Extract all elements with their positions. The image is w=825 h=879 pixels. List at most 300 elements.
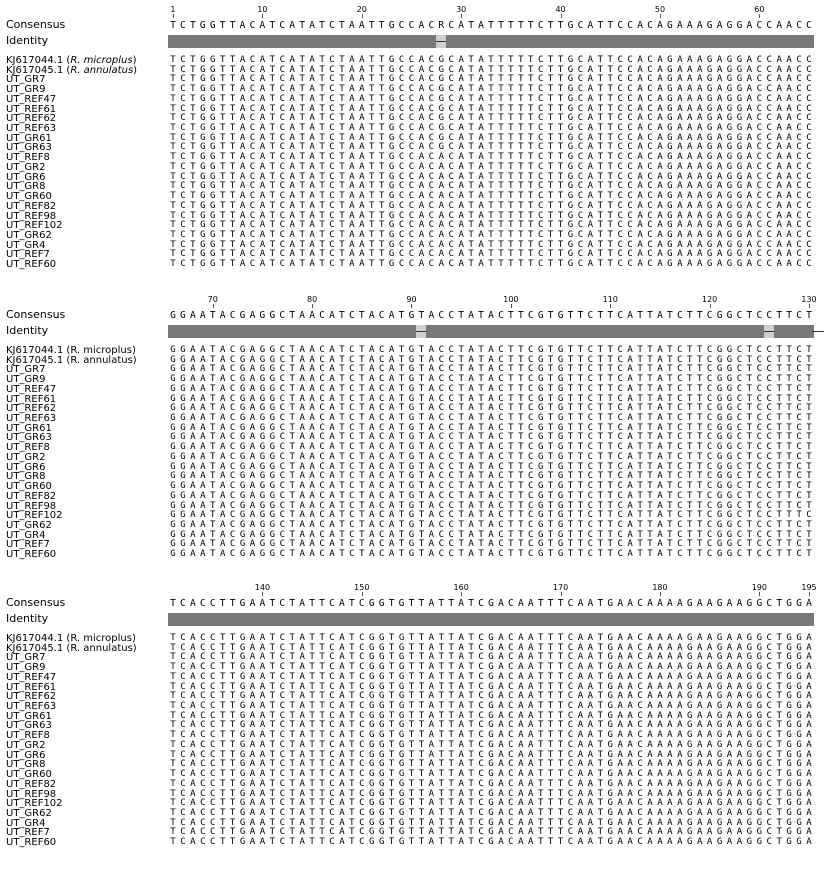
- sequence-base: A: [645, 790, 655, 799]
- sequence-base: G: [705, 85, 715, 94]
- sequence-base: G: [715, 770, 725, 779]
- sequence-base: G: [238, 385, 248, 394]
- ruler-tick: [362, 14, 363, 18]
- sequence-base: A: [655, 85, 665, 94]
- sequence-base: G: [367, 721, 377, 730]
- consensus-base: A: [456, 599, 466, 608]
- sequence-base: A: [625, 433, 635, 442]
- sequence-base: A: [426, 683, 436, 692]
- sequence-base: C: [317, 472, 327, 481]
- sequence-base: T: [774, 482, 784, 491]
- sequence-base: G: [377, 780, 387, 789]
- sequence-base: G: [665, 202, 675, 211]
- sequence-base: T: [496, 202, 506, 211]
- sequence-base: T: [605, 95, 615, 104]
- sequence-base: T: [367, 250, 377, 259]
- sequence-base: C: [764, 702, 774, 711]
- sequence-base: A: [257, 702, 267, 711]
- sequence-base: T: [466, 250, 476, 259]
- sequence-base: G: [744, 741, 754, 750]
- sequence-base: A: [675, 105, 685, 114]
- sequence-base: A: [665, 809, 675, 818]
- sequence-base: C: [506, 809, 516, 818]
- sequence-base: C: [734, 433, 744, 442]
- sequence-base: G: [725, 66, 735, 75]
- sequence-base: T: [218, 124, 228, 133]
- sequence-base: C: [357, 819, 367, 828]
- sequence-base: T: [267, 163, 277, 172]
- sequence-base: A: [456, 250, 466, 259]
- sequence-base: A: [655, 231, 665, 240]
- sequence-base: C: [794, 105, 804, 114]
- sequence-base: C: [446, 260, 456, 269]
- sequence-base: C: [446, 433, 456, 442]
- sequence-base: A: [357, 75, 367, 84]
- sequence-base: G: [238, 511, 248, 520]
- sequence-base: T: [387, 653, 397, 662]
- sequence-base: A: [337, 838, 347, 847]
- sequence-base: G: [168, 443, 178, 452]
- sequence-base: T: [168, 751, 178, 760]
- sequence-base: T: [208, 540, 218, 549]
- sequence-base: T: [784, 492, 794, 501]
- alignment-block: [0, 296, 825, 564]
- sequence-base: C: [446, 492, 456, 501]
- sequence-base: T: [267, 202, 277, 211]
- sequence-base: T: [297, 143, 307, 152]
- sequence-base: T: [605, 375, 615, 384]
- sequence-base: C: [377, 521, 387, 530]
- sequence-base: C: [228, 492, 238, 501]
- sequence-base: T: [407, 731, 417, 740]
- sequence-base: T: [377, 85, 387, 94]
- taxon-sequence: [168, 365, 814, 374]
- sequence-base: C: [178, 683, 188, 692]
- sequence-base: T: [556, 163, 566, 172]
- sequence-base: A: [665, 760, 675, 769]
- sequence-base: A: [327, 540, 337, 549]
- sequence-base: T: [287, 346, 297, 355]
- sequence-base: A: [645, 673, 655, 682]
- sequence-base: T: [407, 673, 417, 682]
- sequence-base: A: [675, 653, 685, 662]
- sequence-base: T: [228, 134, 238, 143]
- sequence-base: A: [456, 56, 466, 65]
- sequence-base: A: [675, 124, 685, 133]
- sequence-base: A: [426, 404, 436, 413]
- sequence-base: G: [367, 760, 377, 769]
- sequence-base: G: [208, 124, 218, 133]
- sequence-base: C: [496, 414, 506, 423]
- sequence-base: T: [784, 521, 794, 530]
- sequence-base: A: [804, 741, 814, 750]
- sequence-base: A: [387, 531, 397, 540]
- sequence-base: A: [367, 502, 377, 511]
- taxon-label: UT_REF98: [6, 502, 56, 511]
- sequence-base: T: [387, 790, 397, 799]
- sequence-base: A: [367, 492, 377, 501]
- sequence-base: A: [297, 819, 307, 828]
- taxon-sequence: [168, 153, 814, 162]
- sequence-base: C: [575, 114, 585, 123]
- sequence-base: G: [397, 721, 407, 730]
- sequence-base: T: [407, 770, 417, 779]
- sequence-base: T: [218, 663, 228, 672]
- sequence-base: T: [297, 202, 307, 211]
- sequence-base: T: [397, 511, 407, 520]
- sequence-base: T: [516, 531, 526, 540]
- sequence-base: A: [426, 731, 436, 740]
- sequence-base: T: [397, 521, 407, 530]
- sequence-base: T: [556, 182, 566, 191]
- sequence-base: C: [327, 153, 337, 162]
- sequence-base: G: [238, 663, 248, 672]
- sequence-base: A: [337, 644, 347, 653]
- ruler-tick-label: 195: [801, 584, 816, 592]
- sequence-base: T: [416, 634, 426, 643]
- sequence-base: C: [357, 712, 367, 721]
- consensus-base: A: [665, 599, 675, 608]
- sequence-base: G: [387, 163, 397, 172]
- sequence-base: A: [248, 531, 258, 540]
- sequence-base: T: [387, 634, 397, 643]
- sequence-base: C: [327, 819, 337, 828]
- sequence-base: T: [575, 521, 585, 530]
- consensus-base: T: [168, 599, 178, 608]
- sequence-base: A: [188, 683, 198, 692]
- consensus-base: A: [784, 21, 794, 30]
- sequence-base: C: [615, 531, 625, 540]
- sequence-base: G: [168, 550, 178, 559]
- sequence-base: T: [377, 182, 387, 191]
- sequence-base: C: [615, 202, 625, 211]
- sequence-base: G: [725, 385, 735, 394]
- sequence-base: A: [625, 702, 635, 711]
- taxon-label: UT_REF62: [6, 114, 56, 123]
- sequence-base: A: [426, 838, 436, 847]
- sequence-base: T: [228, 221, 238, 230]
- sequence-base: T: [267, 85, 277, 94]
- sequence-base: G: [744, 653, 754, 662]
- sequence-base: C: [615, 85, 625, 94]
- sequence-base: G: [267, 414, 277, 423]
- taxon-label: UT_GR63: [6, 143, 52, 152]
- sequence-base: G: [407, 375, 417, 384]
- sequence-base: G: [566, 192, 576, 201]
- sequence-base: C: [436, 424, 446, 433]
- sequence-base: C: [804, 182, 814, 191]
- sequence-base: A: [635, 56, 645, 65]
- sequence-base: A: [675, 780, 685, 789]
- sequence-base: A: [188, 433, 198, 442]
- sequence-base: A: [695, 790, 705, 799]
- sequence-base: A: [705, 634, 715, 643]
- sequence-base: T: [665, 433, 675, 442]
- sequence-base: T: [695, 424, 705, 433]
- sequence-base: C: [675, 385, 685, 394]
- sequence-base: T: [347, 721, 357, 730]
- sequence-base: C: [615, 241, 625, 250]
- sequence-base: T: [228, 56, 238, 65]
- sequence-base: A: [198, 356, 208, 365]
- sequence-base: C: [754, 202, 764, 211]
- sequence-base: T: [218, 712, 228, 721]
- sequence-base: A: [426, 433, 436, 442]
- sequence-base: G: [267, 433, 277, 442]
- taxon-paren-close: ): [133, 65, 137, 76]
- sequence-base: T: [367, 105, 377, 114]
- sequence-base: C: [446, 85, 456, 94]
- sequence-base: A: [715, 250, 725, 259]
- sequence-base: A: [456, 663, 466, 672]
- sequence-base: T: [317, 828, 327, 837]
- sequence-base: T: [744, 521, 754, 530]
- sequence-base: T: [665, 472, 675, 481]
- sequence-base: A: [287, 202, 297, 211]
- sequence-base: G: [536, 463, 546, 472]
- sequence-base: T: [387, 760, 397, 769]
- sequence-base: C: [377, 356, 387, 365]
- sequence-base: A: [257, 683, 267, 692]
- sequence-base: T: [416, 741, 426, 750]
- sequence-base: C: [615, 105, 625, 114]
- sequence-base: C: [198, 828, 208, 837]
- sequence-base: T: [546, 751, 556, 760]
- sequence-base: C: [754, 85, 764, 94]
- sequence-base: C: [208, 653, 218, 662]
- sequence-base: A: [426, 780, 436, 789]
- sequence-base: C: [764, 95, 774, 104]
- sequence-base: C: [754, 492, 764, 501]
- sequence-base: C: [327, 683, 337, 692]
- sequence-base: T: [774, 721, 784, 730]
- sequence-base: G: [168, 375, 178, 384]
- sequence-base: G: [486, 673, 496, 682]
- sequence-base: G: [734, 231, 744, 240]
- sequence-base: A: [257, 153, 267, 162]
- taxon-sequence: [168, 712, 814, 721]
- sequence-base: T: [287, 531, 297, 540]
- sequence-base: T: [695, 453, 705, 462]
- sequence-base: C: [506, 799, 516, 808]
- sequence-base: A: [625, 540, 635, 549]
- sequence-base: C: [804, 134, 814, 143]
- sequence-base: T: [168, 721, 178, 730]
- sequence-base: G: [486, 819, 496, 828]
- sequence-base: T: [466, 231, 476, 240]
- sequence-base: A: [705, 663, 715, 672]
- ruler-tick: [461, 592, 462, 596]
- sequence-base: T: [357, 346, 367, 355]
- sequence-base: T: [377, 143, 387, 152]
- sequence-base: T: [416, 692, 426, 701]
- sequence-base: C: [327, 202, 337, 211]
- sequence-base: C: [734, 502, 744, 511]
- sequence-base: C: [317, 395, 327, 404]
- sequence-base: T: [307, 663, 317, 672]
- sequence-base: A: [645, 653, 655, 662]
- sequence-base: T: [516, 482, 526, 491]
- sequence-base: C: [804, 105, 814, 114]
- sequence-base: G: [238, 809, 248, 818]
- sequence-base: C: [476, 731, 486, 740]
- sequence-base: A: [784, 66, 794, 75]
- sequence-base: A: [367, 453, 377, 462]
- sequence-base: C: [764, 511, 774, 520]
- sequence-base: A: [387, 502, 397, 511]
- sequence-base: C: [397, 221, 407, 230]
- sequence-base: T: [416, 550, 426, 559]
- sequence-base: T: [228, 760, 238, 769]
- sequence-base: T: [208, 375, 218, 384]
- sequence-base: A: [695, 221, 705, 230]
- sequence-base: A: [327, 395, 337, 404]
- sequence-base: G: [715, 663, 725, 672]
- sequence-base: C: [635, 683, 645, 692]
- identity-label: Identity: [6, 613, 48, 625]
- sequence-base: G: [715, 809, 725, 818]
- ruler-tick-label: 80: [307, 296, 317, 304]
- identity-segment: [168, 35, 436, 48]
- sequence-base: T: [228, 153, 238, 162]
- sequence-base: A: [257, 653, 267, 662]
- taxon-sequence: [168, 828, 814, 837]
- sequence-base: T: [436, 644, 446, 653]
- sequence-base: T: [307, 838, 317, 847]
- sequence-base: C: [317, 540, 327, 549]
- sequence-base: T: [416, 404, 426, 413]
- sequence-base: A: [675, 192, 685, 201]
- sequence-base: A: [705, 751, 715, 760]
- sequence-base: T: [337, 202, 347, 211]
- sequence-base: C: [764, 212, 774, 221]
- sequence-base: T: [496, 250, 506, 259]
- sequence-base: C: [446, 365, 456, 374]
- sequence-base: A: [804, 653, 814, 662]
- sequence-base: A: [297, 385, 307, 394]
- sequence-base: A: [248, 683, 258, 692]
- consensus-base: T: [695, 311, 705, 320]
- sequence-base: G: [605, 683, 615, 692]
- sequence-base: A: [526, 721, 536, 730]
- sequence-base: A: [188, 521, 198, 530]
- sequence-base: T: [605, 250, 615, 259]
- sequence-base: T: [506, 463, 516, 472]
- sequence-base: A: [575, 692, 585, 701]
- sequence-base: G: [436, 95, 446, 104]
- sequence-base: T: [466, 75, 476, 84]
- sequence-base: C: [754, 385, 764, 394]
- consensus-base: T: [337, 21, 347, 30]
- sequence-base: T: [595, 809, 605, 818]
- consensus-base: C: [536, 21, 546, 30]
- sequence-base: T: [506, 531, 516, 540]
- sequence-base: C: [277, 653, 287, 662]
- sequence-base: A: [675, 634, 685, 643]
- sequence-base: T: [446, 828, 456, 837]
- sequence-base: G: [397, 702, 407, 711]
- sequence-base: T: [218, 212, 228, 221]
- sequence-base: T: [218, 653, 228, 662]
- sequence-base: G: [377, 838, 387, 847]
- sequence-base: C: [277, 492, 287, 501]
- sequence-base: A: [426, 482, 436, 491]
- sequence-base: T: [337, 114, 347, 123]
- sequence-base: C: [754, 453, 764, 462]
- sequence-base: T: [297, 173, 307, 182]
- sequence-base: C: [754, 134, 764, 143]
- sequence-base: T: [436, 683, 446, 692]
- sequence-base: G: [705, 182, 715, 191]
- sequence-base: A: [426, 828, 436, 837]
- sequence-base: T: [695, 521, 705, 530]
- sequence-base: C: [397, 143, 407, 152]
- taxon-paren-close: ): [133, 355, 137, 366]
- sequence-base: C: [754, 375, 764, 384]
- sequence-base: T: [605, 85, 615, 94]
- sequence-base: G: [715, 433, 725, 442]
- sequence-base: A: [297, 780, 307, 789]
- sequence-base: T: [556, 221, 566, 230]
- sequence-base: A: [367, 521, 377, 530]
- sequence-base: G: [685, 741, 695, 750]
- sequence-base: C: [277, 482, 287, 491]
- sequence-base: A: [466, 540, 476, 549]
- sequence-base: A: [526, 770, 536, 779]
- sequence-base: C: [575, 153, 585, 162]
- sequence-base: T: [188, 153, 198, 162]
- sequence-base: C: [526, 472, 536, 481]
- sequence-base: C: [327, 663, 337, 672]
- sequence-base: C: [327, 192, 337, 201]
- sequence-base: G: [734, 75, 744, 84]
- consensus-base: T: [595, 311, 605, 320]
- sequence-base: A: [436, 212, 446, 221]
- consensus-base: A: [675, 599, 685, 608]
- sequence-base: C: [675, 521, 685, 530]
- sequence-base: C: [476, 644, 486, 653]
- sequence-base: C: [426, 105, 436, 114]
- sequence-base: G: [377, 799, 387, 808]
- sequence-base: T: [476, 472, 486, 481]
- sequence-base: C: [377, 502, 387, 511]
- sequence-base: T: [546, 663, 556, 672]
- sequence-base: A: [218, 453, 228, 462]
- sequence-base: T: [377, 114, 387, 123]
- sequence-base: C: [794, 182, 804, 191]
- sequence-base: T: [466, 799, 476, 808]
- taxon-sequence: [168, 385, 814, 394]
- sequence-base: T: [685, 472, 695, 481]
- sequence-base: T: [665, 404, 675, 413]
- sequence-base: T: [645, 511, 655, 520]
- sequence-base: A: [297, 443, 307, 452]
- sequence-base: T: [506, 105, 516, 114]
- sequence-base: T: [595, 644, 605, 653]
- sequence-base: T: [516, 540, 526, 549]
- sequence-base: C: [506, 760, 516, 769]
- sequence-base: T: [536, 683, 546, 692]
- sequence-base: A: [337, 760, 347, 769]
- sequence-base: A: [257, 819, 267, 828]
- sequence-base: A: [307, 502, 317, 511]
- sequence-base: T: [347, 751, 357, 760]
- sequence-base: T: [546, 692, 556, 701]
- sequence-base: T: [526, 95, 536, 104]
- sequence-base: A: [635, 114, 645, 123]
- sequence-base: A: [804, 644, 814, 653]
- sequence-base: G: [178, 433, 188, 442]
